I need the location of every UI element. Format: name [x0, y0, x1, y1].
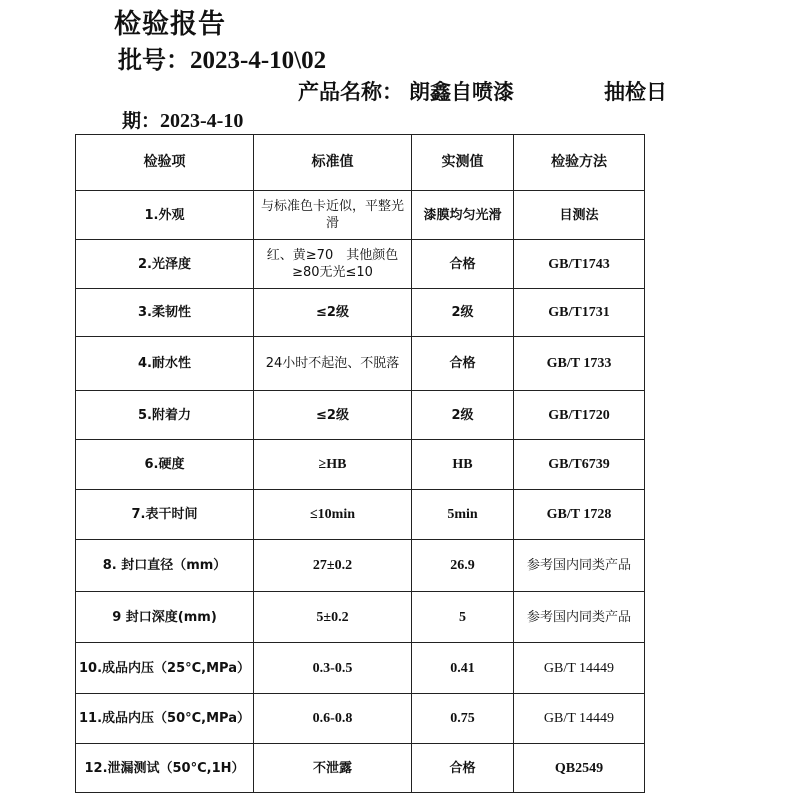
row-standard: 不泄露: [254, 744, 412, 793]
row-standard: 27±0.2: [254, 540, 412, 592]
table-row: [76, 540, 645, 592]
table-row: [76, 744, 645, 793]
row-item: 5.附着力: [76, 391, 254, 440]
table-row: [76, 391, 645, 440]
batch-number: [118, 40, 326, 75]
row-method: 参考国内同类产品: [514, 592, 645, 643]
row-item: 4.耐水性: [76, 337, 254, 391]
row-method: GB/T 14449: [514, 694, 645, 744]
table-row: [76, 191, 645, 240]
inspection-date-value: 2023-4-10: [160, 110, 244, 132]
row-standard: ≤10min: [254, 490, 412, 540]
row-method: GB/T1731: [514, 289, 645, 337]
product-name: [298, 76, 514, 106]
row-standard: 与标准色卡近似，平整光滑: [254, 191, 412, 240]
product-value: 朗鑫自喷漆: [409, 80, 514, 104]
row-method: GB/T6739: [514, 440, 645, 490]
row-measured: 合格: [412, 240, 514, 289]
batch-label: 批号：: [118, 46, 190, 74]
row-item: 11.成品内压（50°C,MPa）: [76, 694, 254, 744]
row-standard: 24小时不起泡、不脱落: [254, 337, 412, 391]
inspection-date: [122, 106, 243, 133]
table-header-row: [76, 135, 645, 191]
row-measured: 2级: [412, 289, 514, 337]
row-standard: ≤2级: [254, 391, 412, 440]
row-method: GB/T 14449: [514, 643, 645, 694]
table-row: [76, 694, 645, 744]
row-item: 10.成品内压（25°C,MPa）: [76, 643, 254, 694]
row-method: 目测法: [514, 191, 645, 240]
row-standard: 红、黄≥70 其他颜色≥80无光≤10: [254, 240, 412, 289]
table-row: [76, 592, 645, 643]
inspection-date-label-start: 抽检日: [604, 80, 667, 104]
row-item: 6.硬度: [76, 440, 254, 490]
row-method: GB/T1743: [514, 240, 645, 289]
product-label: 产品名称：: [298, 80, 403, 104]
row-measured: 26.9: [412, 540, 514, 592]
header-item: 检验项: [76, 135, 254, 191]
row-item: 7.表干时间: [76, 490, 254, 540]
table-row: [76, 490, 645, 540]
row-item: 1.外观: [76, 191, 254, 240]
row-standard: 5±0.2: [254, 592, 412, 643]
header-standard: 标准值: [254, 135, 412, 191]
row-standard: 0.3-0.5: [254, 643, 412, 694]
inspection-table: [75, 134, 645, 793]
row-method: QB2549: [514, 744, 645, 793]
row-item: 9 封口深度(mm): [76, 592, 254, 643]
batch-value: 2023-4-10\02: [190, 47, 327, 74]
row-standard: ≥HB: [254, 440, 412, 490]
header-measured: 实测值: [412, 135, 514, 191]
report-title: 检验报告: [114, 9, 226, 40]
row-item: 12.泄漏测试（50°C,1H）: [76, 744, 254, 793]
row-measured: 2级: [412, 391, 514, 440]
table-row: [76, 440, 645, 490]
row-standard: ≤2级: [254, 289, 412, 337]
row-item: 2.光泽度: [76, 240, 254, 289]
row-measured: 合格: [412, 744, 514, 793]
row-measured: 0.75: [412, 694, 514, 744]
row-standard: 0.6-0.8: [254, 694, 412, 744]
row-method: GB/T 1728: [514, 490, 645, 540]
table-row: [76, 337, 645, 391]
row-item: 8. 封口直径（mm）: [76, 540, 254, 592]
row-measured: HB: [412, 440, 514, 490]
table-row: [76, 643, 645, 694]
row-method: GB/T 1733: [514, 337, 645, 391]
header-method: 检验方法: [514, 135, 645, 191]
row-method: GB/T1720: [514, 391, 645, 440]
table-row: [76, 240, 645, 289]
row-measured: 5min: [412, 490, 514, 540]
inspection-date-label-end: 期：: [122, 110, 161, 132]
row-measured: 5: [412, 592, 514, 643]
row-method: 参考国内同类产品: [514, 540, 645, 592]
row-item: 3.柔韧性: [76, 289, 254, 337]
table-row: [76, 289, 645, 337]
row-measured: 合格: [412, 337, 514, 391]
row-measured: 漆膜均匀光滑: [412, 191, 514, 240]
row-measured: 0.41: [412, 643, 514, 694]
